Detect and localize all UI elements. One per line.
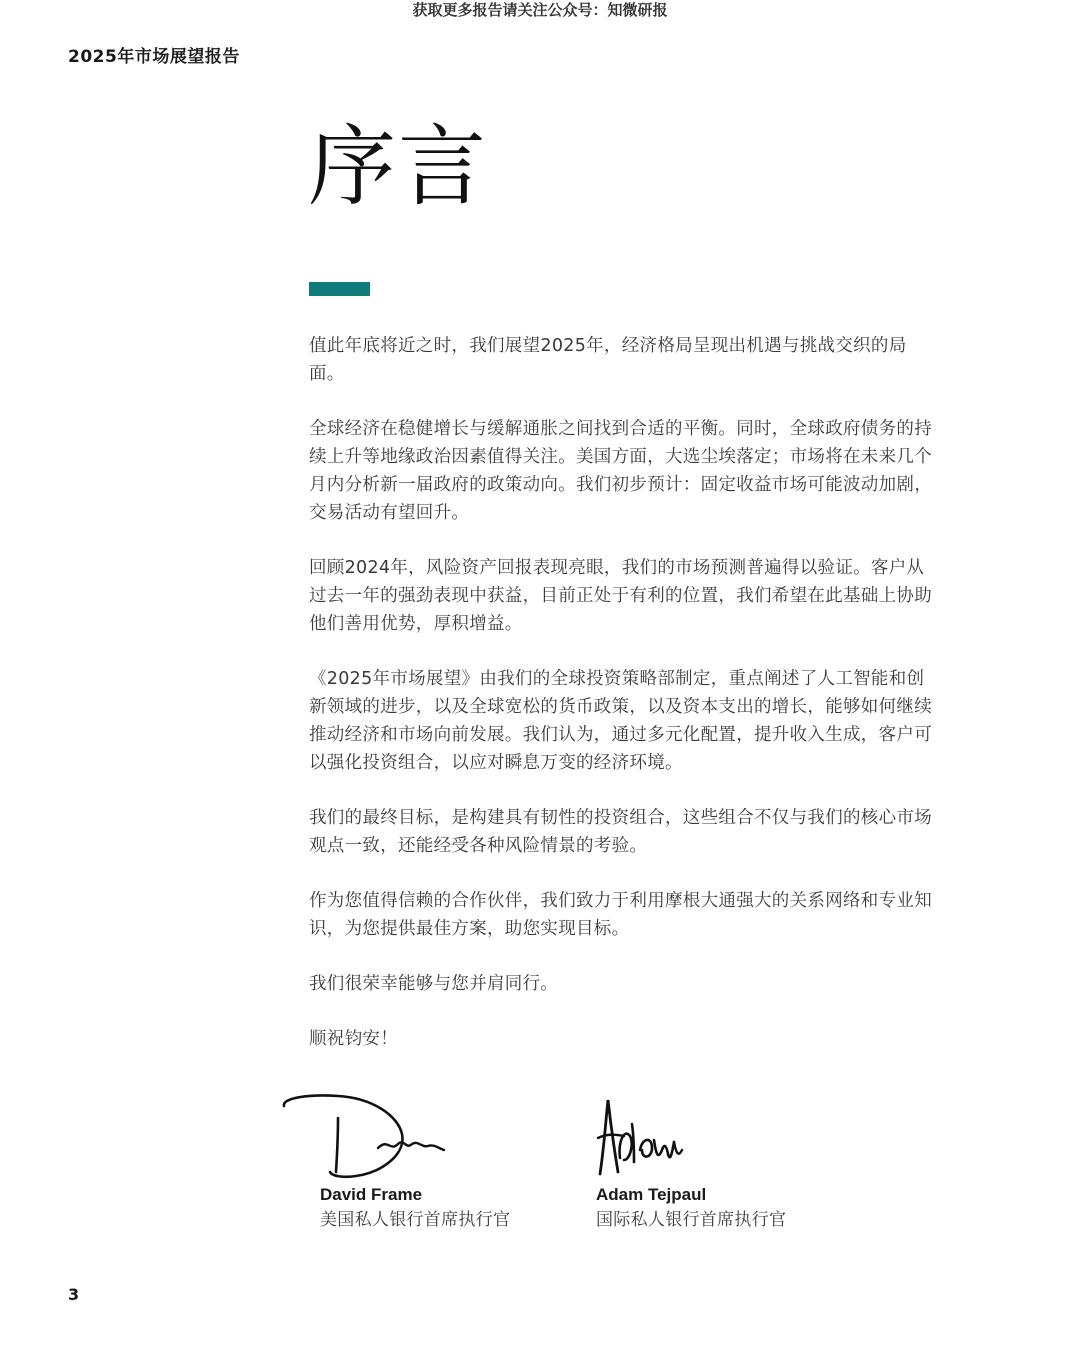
page-number: 3 — [68, 1285, 80, 1304]
signature-adam-tejpaul-image — [590, 1088, 700, 1184]
signatory-name: David Frame — [320, 1185, 423, 1204]
signature-david-frame-image — [278, 1088, 448, 1184]
paragraph-5: 我们的最终目标，是构建具有韧性的投资组合，这些组合不仅与我们的核心市场观点一致，还能经受各种风险情景的考验。 — [309, 808, 932, 856]
paragraph-2: 全球经济在稳健增长与缓解通胀之间找到合适的平衡。同时，全球政府债务的持续上升等地缘政治因素值得关注。美国方面，大选尘埃落定；市场将在未来几个月内分析新一届政府的政策动向。我们初步预计：固定收益市场可能波动加剧，交易活动有望回升。 — [309, 419, 932, 523]
paragraph-1: 值此年底将近之时，我们展望2025年，经济格局呈现出机遇与挑战交织的局面。 — [309, 336, 907, 384]
paragraph-6: 作为您值得信赖的合作伙伴，我们致力于利用摩根大通强大的关系网络和专业知识，为您提供最佳方案，助您实现目标。 — [309, 891, 932, 939]
watermark-text: 获取更多报告请关注公众号：知微研报 — [412, 1, 668, 19]
accent-divider — [309, 282, 370, 296]
paragraph-closing: 我们很荣幸能够与您并肩同行。 — [309, 974, 559, 994]
preface-body — [309, 332, 937, 1053]
paragraph-salutation: 顺祝钧安！ — [309, 1029, 398, 1049]
page-heading: 序言 — [308, 115, 489, 218]
report-title: 2025年市场展望报告 — [68, 47, 240, 67]
signatory-name: Adam Tejpaul — [596, 1185, 707, 1204]
signature-block-adam-tejpaul — [590, 1088, 850, 1234]
signatory-role: 美国私人银行首席执行官 — [320, 1210, 511, 1230]
paragraph-3: 回顾2024年，风险资产回报表现亮眼，我们的市场预测普遍得以验证。客户从过去一年的强劲表现中获益，目前正处于有利的位置，我们希望在此基础上协助他们善用优势，厚积增益。 — [309, 558, 932, 634]
paragraph-4: 《2025年市场展望》由我们的全球投资策略部制定，重点阐述了人工智能和创新领域的进步，以及全球宽松的货币政策，以及资本支出的增长，能够如何继续推动经济和市场向前发展。我们认为，通过多元化配置，提升收入生成，客户可以强化投资组合，以应对瞬息万变的经济环境。 — [309, 669, 932, 773]
signature-block-david-frame — [278, 1088, 538, 1234]
signatory-role: 国际私人银行首席执行官 — [596, 1210, 787, 1230]
